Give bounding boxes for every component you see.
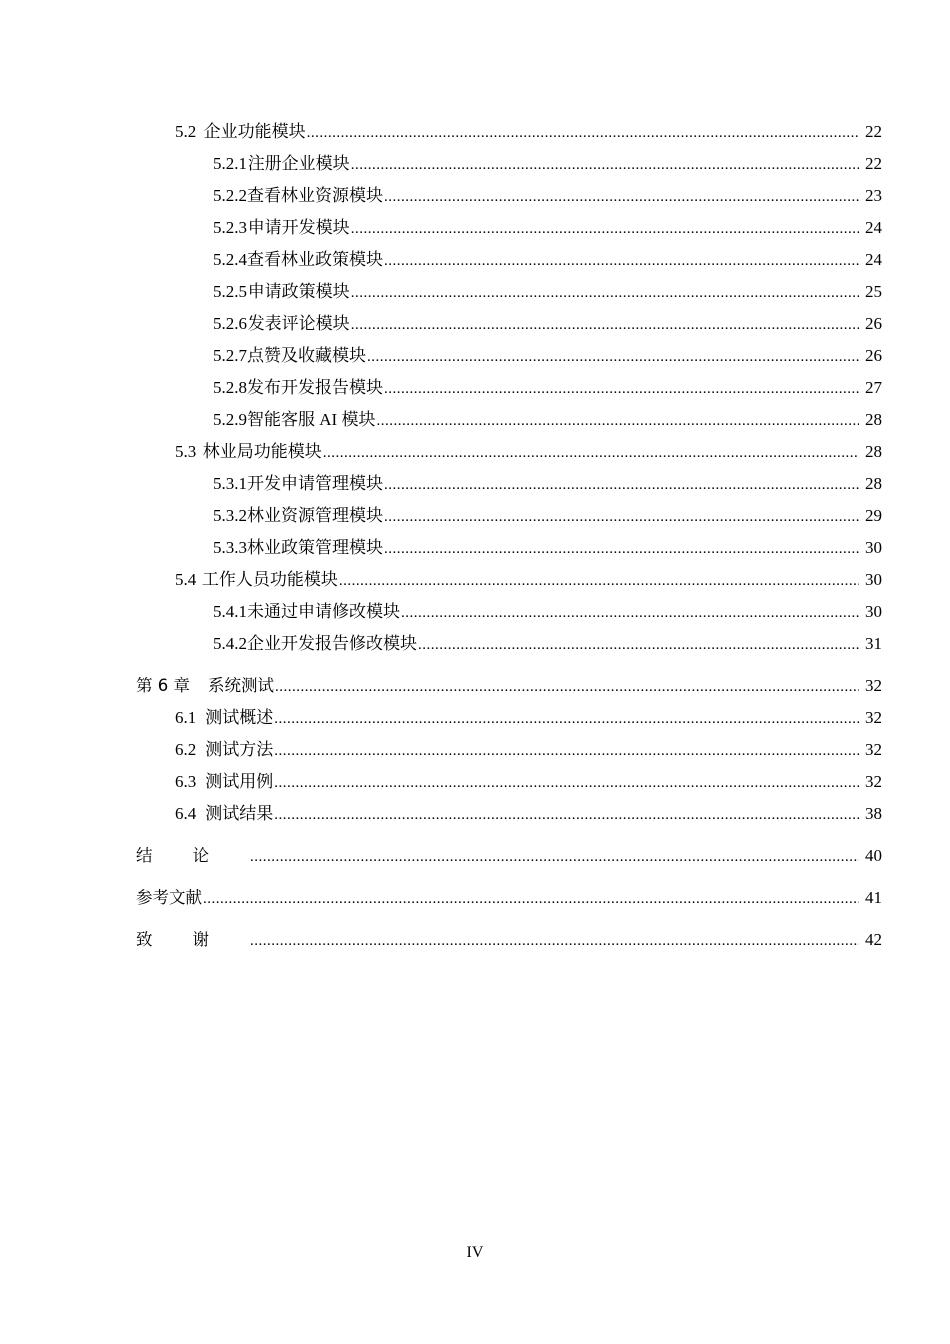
toc-entry-page: 24: [865, 250, 882, 269]
toc-entry-page: 31: [865, 634, 882, 653]
toc-entry-title: 企业功能模块: [203, 122, 306, 141]
toc-entry-page: 22: [865, 122, 882, 141]
dot-leader: [367, 341, 859, 373]
toc-entry-title: 点赞及收藏模块: [247, 346, 366, 365]
toc-entry-page: 42: [865, 930, 882, 949]
toc-entry-title: 发表评论模块: [247, 314, 350, 333]
toc-entry[interactable]: [0, 148, 950, 180]
toc-entry[interactable]: [0, 308, 950, 340]
toc-entry-page: 28: [865, 442, 882, 461]
toc-entry-page: 26: [865, 346, 882, 365]
toc-entry-page: 28: [865, 474, 882, 493]
toc-entry-page: 22: [865, 154, 882, 173]
toc-entry[interactable]: [0, 340, 950, 372]
toc-entry-title: 测试用例: [205, 772, 274, 791]
dot-leader: [384, 245, 859, 277]
toc-entry[interactable]: [0, 670, 950, 702]
toc-entry-page: 32: [865, 772, 882, 791]
toc-entry-page: 25: [865, 282, 882, 301]
toc-entry-title: 查看林业资源模块: [247, 186, 383, 205]
toc-entry-title: 未通过申请修改模块: [247, 602, 400, 621]
dot-leader: [384, 181, 859, 213]
toc-entry[interactable]: [0, 212, 950, 244]
toc-entry-page: 30: [865, 602, 882, 621]
toc-entry-title: 查看林业政策模块: [247, 250, 383, 269]
toc-entry[interactable]: [0, 766, 950, 798]
dot-leader: [401, 597, 859, 629]
toc-entry-number: 5.2.5: [213, 282, 247, 301]
toc-entry-title: 发布开发报告模块: [247, 378, 383, 397]
toc-entry-number: 5.2.3: [213, 218, 247, 237]
toc-entry[interactable]: [0, 882, 950, 914]
toc-entry[interactable]: [0, 798, 950, 830]
toc-entry[interactable]: [0, 468, 950, 500]
toc-entry-number: 5.2.2: [213, 186, 247, 205]
toc-entry-page: 41: [865, 888, 882, 907]
toc-entry-number: 5.2.9: [213, 410, 247, 429]
dot-leader: [203, 883, 859, 915]
toc-entry-number: 5.3: [175, 442, 197, 461]
toc-entry-title: 参考文献: [136, 888, 202, 907]
dot-leader: [351, 277, 859, 309]
toc-entry-number: 6.1: [175, 708, 197, 727]
toc-entry-page: 32: [865, 676, 882, 695]
toc-entry[interactable]: [0, 180, 950, 212]
dot-leader: [250, 925, 859, 957]
toc-entry[interactable]: [0, 276, 950, 308]
toc-entry-number: 5.4: [175, 570, 197, 589]
toc-entry-page: 27: [865, 378, 882, 397]
table-of-contents: [0, 116, 950, 956]
dot-leader: [274, 735, 859, 767]
toc-entry-number: 5.3.3: [213, 538, 247, 557]
dot-leader: [351, 213, 859, 245]
toc-entry-number: 5.3.2: [213, 506, 247, 525]
page-number: IV: [466, 1244, 484, 1261]
toc-entry[interactable]: [0, 596, 950, 628]
toc-entry-page: 32: [865, 740, 882, 759]
toc-entry-number: 第 6 章: [136, 676, 190, 695]
toc-entry-number: 5.4.2: [213, 634, 247, 653]
dot-leader: [339, 565, 859, 597]
dot-leader: [274, 799, 859, 831]
dot-leader: [274, 767, 859, 799]
dot-leader: [376, 405, 859, 437]
toc-entry-title: 智能客服 AI 模块: [247, 410, 376, 429]
toc-entry-title: 开发申请管理模块: [247, 474, 383, 493]
toc-entry-number: 6.2: [175, 740, 197, 759]
toc-entry-page: 30: [865, 570, 882, 589]
dot-leader: [384, 469, 859, 501]
toc-entry-number: 5.4.1: [213, 602, 247, 621]
toc-entry-title: 工作人员功能模块: [201, 570, 338, 589]
toc-entry[interactable]: [0, 924, 950, 956]
toc-entry-page: 32: [865, 708, 882, 727]
toc-entry[interactable]: [0, 436, 950, 468]
toc-entry-page: 30: [865, 538, 882, 557]
dot-leader: [323, 437, 859, 469]
toc-entry-title: 林业政策管理模块: [247, 538, 383, 557]
toc-entry-title: 林业局功能模块: [202, 442, 322, 461]
toc-entry-title: 林业资源管理模块: [247, 506, 383, 525]
toc-entry-title: 测试方法: [205, 740, 274, 759]
toc-entry-page: 24: [865, 218, 882, 237]
toc-entry-title: 测试概述: [205, 708, 274, 727]
dot-leader: [275, 671, 859, 703]
toc-entry[interactable]: [0, 116, 950, 148]
toc-entry-title: 系统测试: [208, 676, 274, 695]
toc-entry-page: 29: [865, 506, 882, 525]
toc-entry-number: 5.2.6: [213, 314, 247, 333]
dot-leader: [384, 533, 859, 565]
toc-entry-number: 5.2.7: [213, 346, 247, 365]
toc-entry-page: 38: [865, 804, 882, 823]
toc-entry-page: 26: [865, 314, 882, 333]
toc-entry[interactable]: [0, 702, 950, 734]
toc-entry-page: 28: [865, 410, 882, 429]
toc-entry[interactable]: [0, 734, 950, 766]
toc-entry[interactable]: [0, 840, 950, 872]
toc-entry-title: 结论: [136, 846, 249, 865]
dot-leader: [274, 703, 859, 735]
toc-entry-number: 6.3: [175, 772, 197, 791]
dot-leader: [418, 629, 859, 661]
toc-entry-title: 企业开发报告修改模块: [247, 634, 417, 653]
dot-leader: [351, 309, 859, 341]
dot-leader: [384, 373, 859, 405]
toc-entry[interactable]: [0, 500, 950, 532]
toc-entry[interactable]: [0, 628, 950, 660]
toc-entry-number: 5.3.1: [213, 474, 247, 493]
toc-entry-title: 测试结果: [205, 804, 274, 823]
toc-entry[interactable]: [0, 372, 950, 404]
toc-entry-page: 23: [865, 186, 882, 205]
toc-entry[interactable]: [0, 244, 950, 276]
toc-entry-number: 5.2: [175, 122, 197, 141]
toc-entry[interactable]: [0, 404, 950, 436]
toc-entry[interactable]: [0, 532, 950, 564]
toc-entry-number: 5.2.8: [213, 378, 247, 397]
toc-entry-page: 40: [865, 846, 882, 865]
dot-leader: [307, 117, 859, 149]
toc-entry-number: 5.2.4: [213, 250, 247, 269]
toc-entry-number: 6.4: [175, 804, 197, 823]
dot-leader: [351, 149, 859, 181]
toc-entry-title: 致谢: [136, 930, 249, 949]
toc-entry-title: 注册企业模块: [247, 154, 350, 173]
dot-leader: [384, 501, 859, 533]
toc-entry-title: 申请开发模块: [247, 218, 350, 237]
toc-entry[interactable]: [0, 564, 950, 596]
toc-entry-title: 申请政策模块: [247, 282, 350, 301]
dot-leader: [250, 841, 859, 873]
toc-entry-number: 5.2.1: [213, 154, 247, 173]
